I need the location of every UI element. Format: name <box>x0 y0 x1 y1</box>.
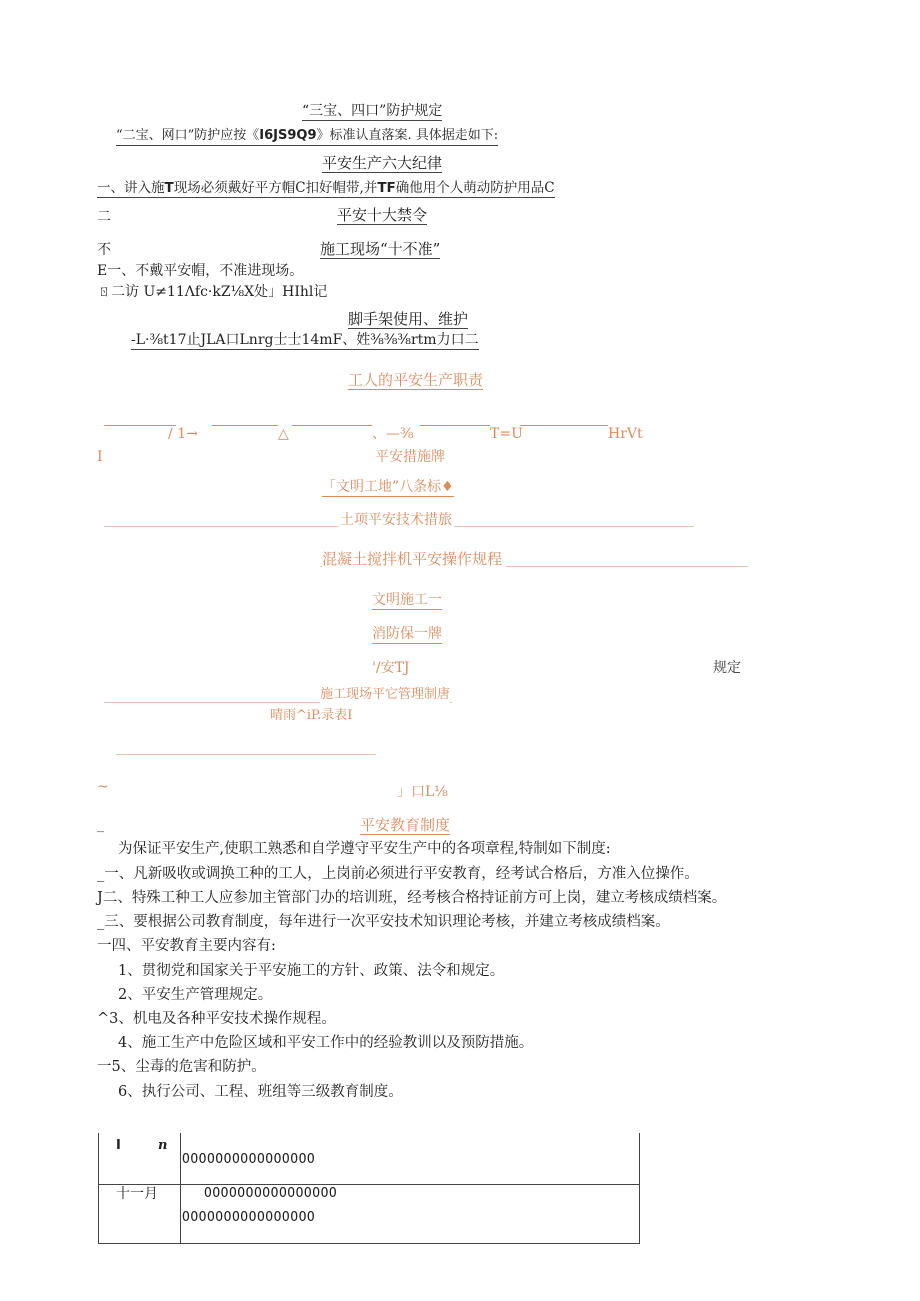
subtitle-code: I6JS9Q9 <box>259 128 317 143</box>
rule-one-mid: 现场必须戴好平方帽C扣好帽带,并 <box>173 180 378 196</box>
table-r1-c1a: I <box>116 1138 121 1153</box>
edu-p4: 一四、平安教育主要内容有: <box>97 938 276 954</box>
row-e: HrVt <box>608 426 643 442</box>
edu-intro: 为保证平安生产,使职工熟悉和自学遵守平安生产中的各项章程,特制如下制度: <box>118 841 611 857</box>
row-blank-2 <box>212 425 278 426</box>
heading-edu: 平安教育制度 <box>360 816 451 834</box>
edu-c6: 6、执行公司、工程、班组等三级教育制度。 <box>118 1084 403 1100</box>
table-r1-c2: OOOOOOOOOOOOOOOO <box>182 1152 316 1167</box>
row-blank-1 <box>104 425 176 426</box>
rule-one-b1: T <box>164 180 174 196</box>
rule-one-b2: TF <box>377 180 396 196</box>
edu-c3: ^3、机电及各种平安技术操作规程。 <box>97 1011 336 1027</box>
row-blank-4 <box>420 425 490 426</box>
doc-subtitle <box>116 127 498 146</box>
weather-record: 晴雨^iP.录表I <box>270 708 353 723</box>
table-r1-c1b: n <box>158 1138 168 1153</box>
table-r2-c1: 十一月 <box>116 1186 158 1202</box>
ten-tech-measures: 土项平安技术措旅 <box>340 512 452 528</box>
row-a: / 1→ <box>168 426 198 442</box>
heading-ten-bans: 平安十大禁令 <box>337 206 428 224</box>
edu-c1: 1、贯彻党和国家关于平安施工的方针、政策、法令和规定。 <box>118 963 505 979</box>
doc-title: “三宝、四口”防护规定 <box>302 103 443 119</box>
mark-er: 二 <box>97 209 111 225</box>
an-tj: '/安TJ <box>372 660 410 676</box>
heading-six-rules: 平安生产六大纪律 <box>322 154 443 172</box>
edu-c4: 4、施工生产中危险区域和平安工作中的经验教训以及预防措施。 <box>118 1035 534 1051</box>
row-c: 、—⅜ <box>372 426 414 442</box>
edu-p2: J二、特殊工种工人应参加主管部门办的培训班，经考核合格持证前方可上岗，建立考核成绩档案。 <box>97 890 727 906</box>
heading-scaffold: 脚手架使用、维护 <box>348 310 469 328</box>
scaffold-line: -L·⅜t17止JLA口Lnrg士士14mF、姓⅜⅜⅜rtm力口二 <box>131 332 479 348</box>
civil-eight: 「文明工地”八条标♦ <box>322 479 454 495</box>
measures-sign: 平安措施牌 <box>375 449 445 465</box>
subtitle-pre: “二宝、网口”防护应按《 <box>116 128 260 143</box>
divider-4 <box>116 754 376 755</box>
heading-site-no: 施工现场“十不准” <box>320 240 441 258</box>
table-bottom-border <box>98 1243 640 1244</box>
table-mid-border <box>180 1133 181 1244</box>
row-b: △ <box>278 426 289 442</box>
mixer-rules: 混凝土搅拌机平安操作规程 <box>322 550 506 568</box>
fire-sign: 消防保一牌 <box>372 626 442 642</box>
heading-worker-duty: 工人的平安生产职责 <box>348 371 484 389</box>
edu-c2: 2、平安生产管理规定。 <box>118 987 273 1003</box>
row-blank-5 <box>520 425 608 426</box>
site-mgmt: 施工现场平它管理制唐 <box>320 687 451 702</box>
guiding-label: 规定 <box>713 660 741 676</box>
subtitle-post: 》标准认直落案. 具体据走如下: <box>316 128 499 143</box>
table-r2-c2b: OOOOOOOOOOOOOOOO <box>182 1210 316 1225</box>
table-r2-c2a: OOOOOOOOOOOOOOOO <box>204 1186 338 1201</box>
table-right-border <box>639 1133 640 1244</box>
edu-p3: _三、要根据公司教育制度，每年进行一次平安技术知识理论考核，并建立考核成绩档案。 <box>97 914 670 930</box>
l-mark: 」口L⅛ <box>397 784 448 800</box>
item-e: E一、不戴平安帽，不准进现场。 <box>97 263 304 279</box>
tilde-mark: ~ <box>97 779 109 795</box>
edu-c5: 一5、尘毒的危害和防护。 <box>97 1059 266 1075</box>
row-blank-3 <box>292 425 372 426</box>
civil-construction: 文明施工一 <box>372 592 442 608</box>
rule-one-pre: 一、讲入施 <box>97 180 165 196</box>
table-row-divider <box>98 1184 640 1185</box>
table-left-border <box>98 1133 99 1244</box>
item-two: ㄖ二访 U≠11Λfc·kZ⅛X处」HIhl记 <box>97 284 328 300</box>
mark-bu: 不 <box>97 242 111 258</box>
edu-p1: _一、凡新吸收或调换工种的工人，上岗前必须进行平安教育，经考试合格后，方准入位操作。 <box>97 866 699 882</box>
rule-one-post: 确他用个人萌动防护用品C <box>395 180 555 196</box>
dash-mark: _ <box>97 817 104 833</box>
rule-one <box>97 179 555 198</box>
row-d: T=U <box>490 426 523 442</box>
row-i: I <box>97 449 103 465</box>
